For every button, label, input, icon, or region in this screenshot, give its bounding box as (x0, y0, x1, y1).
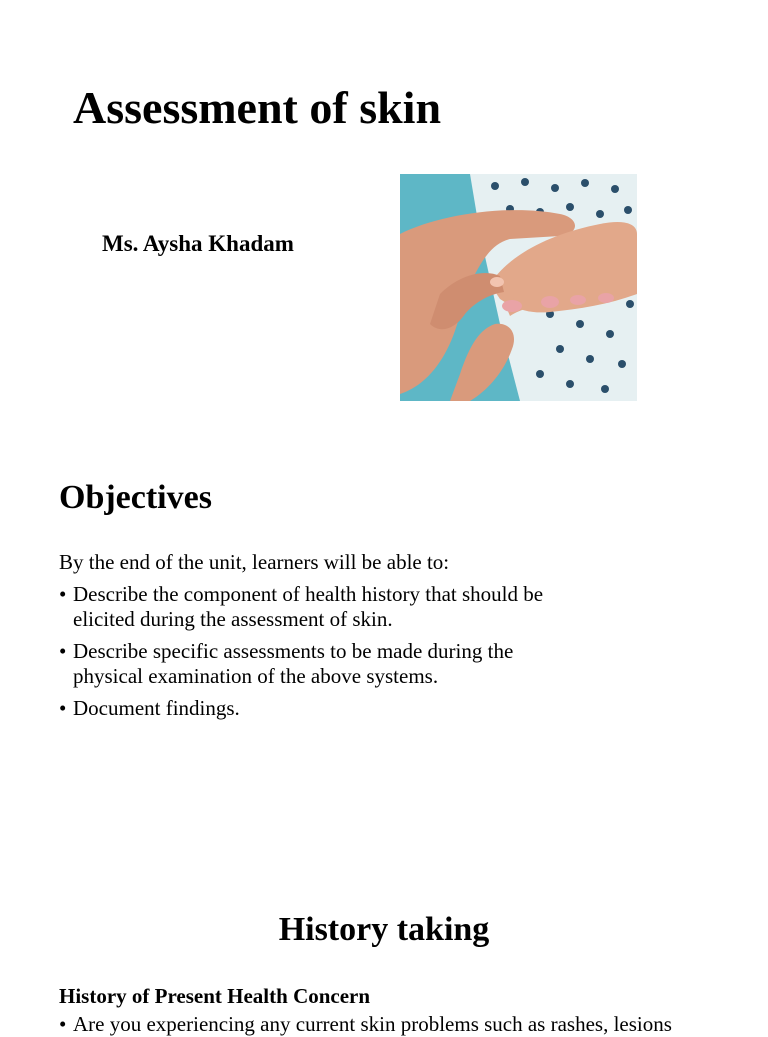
list-item (59, 696, 579, 721)
history-list (59, 1012, 739, 1037)
title-slide (0, 0, 768, 440)
hand-examination-photo (400, 174, 637, 401)
objectives-intro: By the end of the unit, learners will be able to: (59, 550, 450, 574)
slide-title: Assessment of skin (73, 82, 442, 133)
objective-text: Describe specific assessments to be made during the physical examination of the above systems. (73, 639, 514, 688)
objectives-list (59, 582, 579, 728)
list-item (59, 1012, 739, 1037)
history-title: History taking (278, 911, 490, 948)
bullet-icon: • (59, 639, 67, 663)
author-name: Ms. Aysha Khadam (102, 231, 294, 256)
objective-text: Document findings. (73, 696, 240, 720)
photo-illustration (400, 174, 637, 401)
bullet-icon: • (59, 582, 67, 606)
list-item (59, 582, 579, 632)
history-question: Are you experiencing any current skin problems such as rashes, lesions (73, 1012, 672, 1036)
objective-text: Describe the component of health history that should be elicited during the assessment of skin. (73, 582, 544, 631)
history-subtitle: History of Present Health Concern (59, 984, 371, 1008)
objectives-title: Objectives (59, 479, 212, 516)
bullet-icon: • (59, 696, 67, 720)
list-item (59, 639, 579, 689)
bullet-icon: • (59, 1012, 67, 1036)
